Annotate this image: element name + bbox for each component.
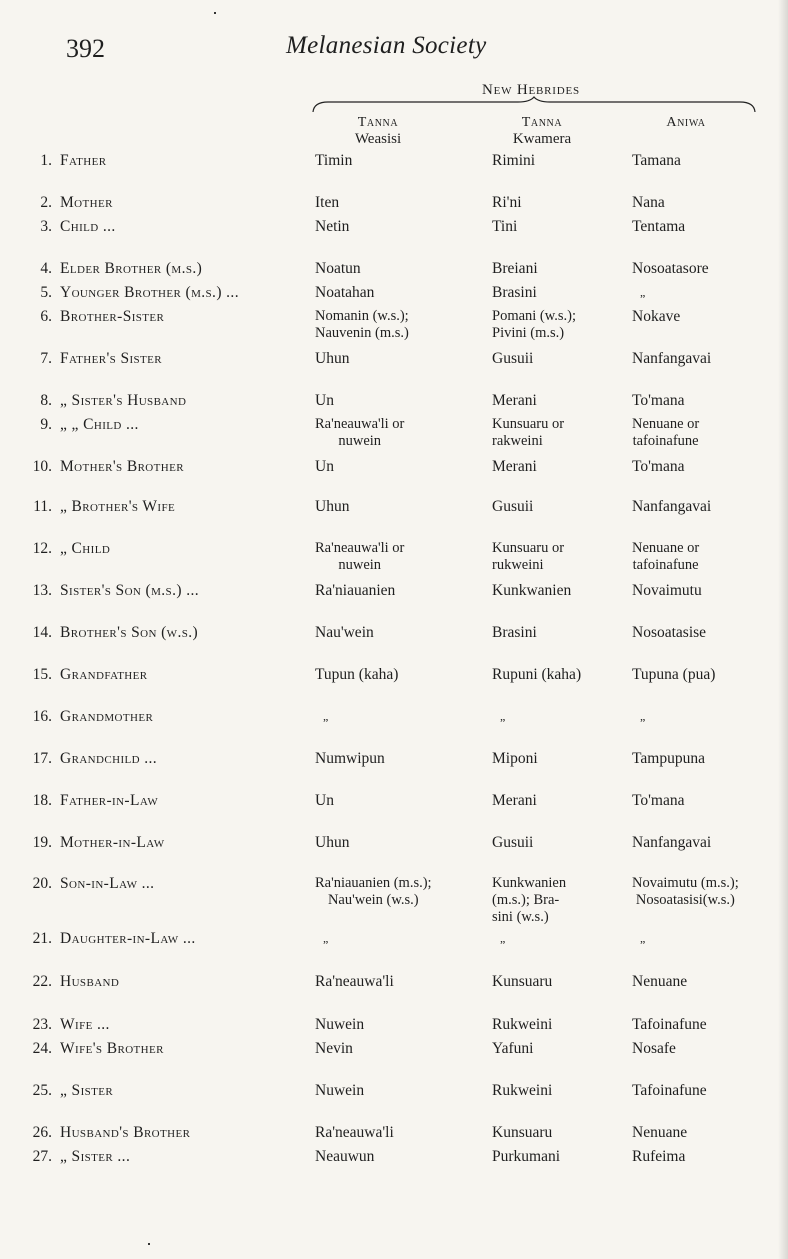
- cell-line: Uhun: [315, 350, 350, 367]
- cell-line: Breiani: [492, 260, 538, 277]
- cell-tanna-kwamera: [492, 194, 522, 211]
- cell-tanna-weasisi: [315, 792, 334, 809]
- cell-tanna-kwamera: [492, 350, 533, 367]
- cell-aniwa: [632, 218, 685, 235]
- cell-tanna-weasisi: [315, 416, 404, 450]
- cell-line: Ra'neauwa'li or: [315, 416, 405, 432]
- cell-tanna-weasisi: [315, 218, 349, 235]
- row-number: 14.: [32, 624, 52, 641]
- cell-tanna-kwamera: [492, 392, 537, 409]
- cell-line: Netin: [315, 218, 350, 235]
- cell-tanna-kwamera: [500, 708, 540, 725]
- cell-line: Rupuni (kaha): [492, 666, 582, 683]
- kinship-term: „ Sister ...: [60, 1148, 131, 1165]
- cell-line: Ri'ni: [492, 194, 522, 211]
- kinship-term: Father: [60, 152, 107, 169]
- cell-tanna-kwamera: [492, 152, 535, 169]
- cell-line: Nana: [632, 194, 665, 211]
- page-title: Melanesian Society: [286, 32, 487, 59]
- kinship-term: Elder Brother (m.s.): [60, 260, 203, 277]
- row-number: 10.: [32, 458, 52, 475]
- row-number: 13.: [32, 582, 52, 599]
- kinship-term: „ Sister's Husband: [60, 392, 187, 409]
- cell-line: Numwipun: [315, 750, 385, 767]
- cell-tanna-kwamera: [492, 750, 538, 767]
- cell-aniwa: [632, 1124, 687, 1141]
- kinship-term: Daughter-in-Law ...: [60, 930, 196, 947]
- cell-line: Miponi: [492, 750, 538, 767]
- kinship-term: Mother: [60, 194, 113, 211]
- cell-line: Ra'neauwa'li: [315, 973, 394, 990]
- cell-line: Rukweini: [492, 1082, 553, 1099]
- cell-tanna-weasisi: [323, 930, 363, 947]
- row-number: 3.: [40, 218, 52, 235]
- cell-tanna-weasisi: [315, 834, 349, 851]
- cell-line: Nosafe: [632, 1040, 676, 1057]
- cell-line: Ra'niauanien: [315, 582, 396, 599]
- cell-line: Tamana: [632, 152, 681, 169]
- row-number: 25.: [32, 1082, 52, 1099]
- row-number: 8.: [40, 392, 52, 409]
- kinship-term: Sister's Son (m.s.) ...: [60, 582, 200, 599]
- kinship-term: „ „ Child ...: [60, 416, 139, 433]
- cell-tanna-weasisi: [315, 973, 394, 990]
- print-mark: [148, 1243, 150, 1245]
- cell-tanna-kwamera: [492, 834, 533, 851]
- cell-line: Nanfangavai: [632, 498, 712, 515]
- cell-tanna-weasisi: [315, 284, 374, 301]
- cell-line: nuwein: [338, 557, 382, 573]
- cell-tanna-kwamera: [492, 218, 517, 235]
- cell-tanna-weasisi: [315, 666, 398, 683]
- cell-aniwa: [632, 666, 715, 683]
- row-number: 4.: [40, 260, 52, 277]
- row-number: 17.: [32, 750, 52, 767]
- cell-aniwa: [640, 708, 680, 725]
- cell-line: Novaimutu: [632, 582, 702, 599]
- cell-line: Nanfangavai: [632, 350, 712, 367]
- cell-line: To'mana: [632, 458, 685, 475]
- kinship-term: Father's Sister: [60, 350, 163, 367]
- row-number: 18.: [32, 792, 52, 809]
- cell-line: Un: [315, 392, 334, 409]
- row-number: 15.: [32, 666, 52, 683]
- cell-line: Kunsuaru or: [492, 540, 565, 556]
- group-brace: [312, 96, 756, 116]
- cell-aniwa: [632, 152, 681, 169]
- kinship-term: Mother-in-Law: [60, 834, 165, 851]
- cell-tanna-kwamera: [492, 875, 566, 926]
- row-number: 2.: [40, 194, 52, 211]
- print-mark: [214, 12, 216, 14]
- row-number: 9.: [40, 416, 52, 433]
- cell-line: Neauwun: [315, 1148, 375, 1165]
- row-number: 24.: [32, 1040, 52, 1057]
- cell-line: Uhun: [315, 834, 350, 851]
- cell-tanna-kwamera: [492, 1124, 552, 1141]
- cell-line: „: [323, 931, 329, 945]
- cell-line: Nauvenin (m.s.): [315, 325, 409, 341]
- cell-line: Nau'wein (w.s.): [327, 892, 419, 908]
- cell-line: Nevin: [315, 1040, 353, 1057]
- cell-line: Yafuni: [492, 1040, 534, 1057]
- cell-tanna-kwamera: [492, 624, 537, 641]
- cell-line: Un: [315, 792, 334, 809]
- cell-line: Nosoatasisi(w.s.): [635, 892, 735, 908]
- cell-line: Tafoinafune: [632, 1082, 707, 1099]
- cell-tanna-kwamera: [492, 973, 552, 990]
- row-number: 22.: [32, 973, 52, 990]
- cell-tanna-weasisi: [315, 350, 349, 367]
- kinship-term: Grandchild ...: [60, 750, 158, 767]
- cell-aniwa: [632, 750, 705, 767]
- row-number: 19.: [32, 834, 52, 851]
- cell-tanna-weasisi: [315, 194, 339, 211]
- cell-tanna-weasisi: [315, 1148, 374, 1165]
- kinship-term: „ Child: [60, 540, 111, 557]
- cell-tanna-weasisi: [315, 1016, 364, 1033]
- cell-line: Rimini: [492, 152, 536, 169]
- cell-aniwa: [632, 624, 706, 641]
- row-number: 16.: [32, 708, 52, 725]
- cell-line: Merani: [492, 792, 537, 809]
- cell-line: Tupun (kaha): [315, 666, 399, 683]
- cell-tanna-weasisi: [323, 708, 363, 725]
- row-number: 23.: [32, 1016, 52, 1033]
- kinship-term: Mother's Brother: [60, 458, 184, 475]
- cell-line: Gusuii: [492, 350, 534, 367]
- row-number: 21.: [32, 930, 52, 947]
- cell-line: Novaimutu (m.s.);: [632, 875, 739, 891]
- cell-line: Nenuane or: [632, 416, 700, 432]
- cell-aniwa: [632, 875, 739, 909]
- cell-tanna-weasisi: [315, 498, 349, 515]
- kinship-term: Grandmother: [60, 708, 154, 725]
- cell-tanna-weasisi: [315, 308, 409, 342]
- cell-line: Nenuane or: [632, 540, 700, 556]
- cell-tanna-kwamera: [492, 540, 564, 574]
- kinship-term: Wife ...: [60, 1016, 110, 1033]
- cell-line: Tafoinafune: [632, 1016, 707, 1033]
- row-number: 1.: [40, 152, 52, 169]
- cell-tanna-kwamera: [492, 1040, 534, 1057]
- cell-line: Un: [315, 458, 334, 475]
- cell-tanna-weasisi: [315, 540, 404, 574]
- cell-tanna-kwamera: [492, 416, 564, 450]
- cell-line: Ra'niauanien (m.s.);: [315, 875, 432, 891]
- row-number: 11.: [33, 498, 52, 515]
- cell-tanna-weasisi: [315, 582, 395, 599]
- cell-line: Nau'wein: [315, 624, 374, 641]
- cell-tanna-kwamera: [492, 308, 576, 342]
- cell-tanna-kwamera: [492, 582, 571, 599]
- cell-line: Merani: [492, 458, 537, 475]
- cell-line: Tini: [492, 218, 518, 235]
- cell-aniwa: [632, 1082, 707, 1099]
- cell-line: Nokave: [632, 308, 681, 325]
- kinship-term: Wife's Brother: [60, 1040, 164, 1057]
- kinship-term: „ Brother's Wife: [60, 498, 176, 515]
- cell-tanna-kwamera: [492, 458, 537, 475]
- kinship-term: Child ...: [60, 218, 116, 235]
- cell-tanna-weasisi: [315, 458, 334, 475]
- cell-tanna-kwamera: [492, 666, 581, 683]
- cell-line: Purkumani: [492, 1148, 561, 1165]
- cell-aniwa: [632, 416, 699, 450]
- cell-line: Kunsuaru: [492, 1124, 553, 1141]
- cell-aniwa: [632, 792, 685, 809]
- cell-line: Ra'neauwa'li or: [315, 540, 405, 556]
- column-header-tanna-kwamera: Tanna Kwamera: [512, 115, 572, 147]
- kinship-term: Husband's Brother: [60, 1124, 191, 1141]
- cell-line: nuwein: [338, 433, 382, 449]
- cell-line: Ra'neauwa'li: [315, 1124, 394, 1141]
- row-number: 7.: [40, 350, 52, 367]
- cell-line: tafoinafune: [632, 557, 699, 573]
- cell-line: Nuwein: [315, 1016, 365, 1033]
- row-number: 26.: [32, 1124, 52, 1141]
- kinship-term: Brother-Sister: [60, 308, 165, 325]
- group-heading: New Hebrides: [482, 82, 580, 98]
- kinship-term: „ Sister: [60, 1082, 114, 1099]
- page-edge-shadow: [778, 0, 788, 1259]
- cell-line: Kunsuaru: [492, 973, 553, 990]
- cell-line: Nuwein: [315, 1082, 365, 1099]
- cell-tanna-weasisi: [315, 260, 361, 277]
- cell-line: Tupuna (pua): [632, 666, 716, 683]
- cell-aniwa: [632, 194, 665, 211]
- cell-line: Brasini: [492, 624, 537, 641]
- cell-aniwa: [632, 973, 687, 990]
- cell-line: Brasini: [492, 284, 537, 301]
- cell-line: Tentama: [632, 218, 686, 235]
- cell-line: Rufeima: [632, 1148, 686, 1165]
- page-number: 392: [66, 34, 105, 63]
- cell-line: To'mana: [632, 392, 685, 409]
- cell-aniwa: [632, 1148, 685, 1165]
- cell-tanna-kwamera: [492, 1016, 552, 1033]
- cell-tanna-weasisi: [315, 392, 334, 409]
- cell-line: Merani: [492, 392, 537, 409]
- cell-line: Kunkwanien: [492, 875, 567, 891]
- cell-line: Nosoatasise: [632, 624, 707, 641]
- cell-tanna-weasisi: [315, 750, 385, 767]
- column-header-aniwa: Aniwa: [666, 115, 706, 130]
- cell-aniwa: [632, 1040, 676, 1057]
- cell-line: „: [640, 285, 646, 299]
- cell-line: Nosoatasore: [632, 260, 709, 277]
- cell-line: „: [640, 709, 646, 723]
- cell-line: Timin: [315, 152, 353, 169]
- cell-line: Gusuii: [492, 834, 534, 851]
- cell-line: To'mana: [632, 792, 685, 809]
- cell-line: Kunsuaru or: [492, 416, 565, 432]
- cell-line: (m.s.); Bra-: [492, 892, 560, 908]
- row-number: 6.: [40, 308, 52, 325]
- cell-aniwa: [632, 1016, 707, 1033]
- cell-line: „: [640, 931, 646, 945]
- kinship-term: Father-in-Law: [60, 792, 159, 809]
- cell-aniwa: [632, 392, 685, 409]
- cell-tanna-weasisi: [315, 1124, 394, 1141]
- row-number: 27.: [32, 1148, 52, 1165]
- cell-line: rukweini: [492, 557, 544, 573]
- cell-tanna-kwamera: [492, 498, 533, 515]
- cell-aniwa: [632, 498, 711, 515]
- cell-line: Rukweini: [492, 1016, 553, 1033]
- cell-aniwa: [640, 284, 680, 301]
- cell-line: sini (w.s.): [492, 909, 549, 925]
- cell-tanna-kwamera: [492, 1082, 552, 1099]
- cell-aniwa: [632, 260, 709, 277]
- cell-tanna-weasisi: [315, 1040, 353, 1057]
- cell-aniwa: [632, 834, 711, 851]
- cell-aniwa: [640, 930, 680, 947]
- row-number: 5.: [40, 284, 52, 301]
- cell-aniwa: [632, 582, 702, 599]
- cell-line: rakweini: [492, 433, 543, 449]
- cell-tanna-weasisi: [315, 1082, 364, 1099]
- cell-line: Iten: [315, 194, 340, 211]
- cell-aniwa: [632, 350, 711, 367]
- cell-line: „: [500, 709, 506, 723]
- cell-aniwa: [632, 458, 685, 475]
- cell-line: Nomanin (w.s.);: [315, 308, 409, 324]
- kinship-term: Younger Brother (m.s.) ...: [60, 284, 239, 301]
- cell-tanna-weasisi: [315, 624, 374, 641]
- cell-tanna-kwamera: [492, 1148, 560, 1165]
- cell-line: Noatun: [315, 260, 361, 277]
- cell-aniwa: [632, 540, 699, 574]
- kinship-term: Son-in-Law ...: [60, 875, 155, 892]
- kinship-term: Husband: [60, 973, 120, 990]
- cell-line: Kunkwanien: [492, 582, 572, 599]
- cell-tanna-kwamera: [492, 792, 537, 809]
- cell-tanna-kwamera: [492, 284, 537, 301]
- row-number: 20.: [32, 875, 52, 892]
- cell-line: Tampupuna: [632, 750, 705, 767]
- cell-line: Pivini (m.s.): [492, 325, 565, 341]
- cell-line: Gusuii: [492, 498, 534, 515]
- cell-line: Pomani (w.s.);: [492, 308, 577, 324]
- cell-line: „: [500, 931, 506, 945]
- kinship-term: Grandfather: [60, 666, 148, 683]
- cell-tanna-weasisi: [315, 875, 432, 909]
- column-header-tanna-weasisi: Tanna Weasisi: [354, 115, 402, 147]
- cell-line: Nenuane: [632, 973, 688, 990]
- cell-line: Noatahan: [315, 284, 375, 301]
- cell-line: tafoinafune: [632, 433, 699, 449]
- kinship-term: Brother's Son (w.s.): [60, 624, 199, 641]
- row-number: 12.: [32, 540, 52, 557]
- cell-line: Nenuane: [632, 1124, 688, 1141]
- cell-line: Uhun: [315, 498, 350, 515]
- cell-line: Nanfangavai: [632, 834, 712, 851]
- cell-aniwa: [632, 308, 680, 325]
- cell-tanna-weasisi: [315, 152, 352, 169]
- cell-tanna-kwamera: [492, 260, 538, 277]
- cell-line: „: [323, 709, 329, 723]
- cell-tanna-kwamera: [500, 930, 540, 947]
